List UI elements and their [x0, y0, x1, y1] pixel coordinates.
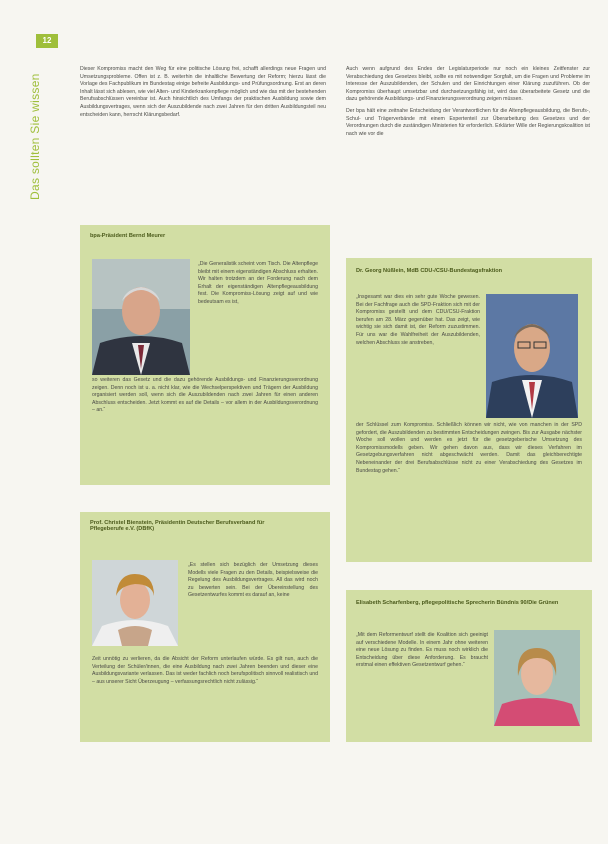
portrait-photo-scharfenberg: [494, 630, 580, 726]
quote-text-bienstein-2: Zeit unnötig zu verlieren, da die Absicht der Reform unterlaufen würde. Es gilt nun, auch die Verteilung der Schüler/innen, die eine Ausbildung nach zwei Jahren beenden und dieser eine Ausbildungsvariante verlassen. Das ist weder fachlich noch berufspolitisch sinnvoll realistisch und – aus unserer Sicht Überzeugung – verfassungsrechtlich nicht zulässig.“: [92, 656, 318, 685]
intro-right-paragraph-1: Auch wenn aufgrund des Endes der Legislaturperiode nur noch ein kleines Zeitfenster zur Verabschiedung des Gesetzes bleibt, sollte es mit notwendiger Sorgfalt, um die Fragen und Probleme im Interesse der Auszubildenden, der Schulen und der Einrichtungen einer Klärung zuzuführen. Ob der Kompromiss überhaupt umsetzbar und durchsetzungsfähig ist, wird das überarbeitete Gesetz und die dazu gehörende Ausbildungs- und Finanzierungsverordnung zeigen müssen.: [346, 66, 590, 103]
quote-box-scharfenberg: [346, 590, 592, 742]
quote-text-meurer-2: so weiteren das Gesetz und die dazu gehörende Ausbildungs- und Finanzierungsverordnung zeigen. Denn noch ist u. a. nicht klar, wie die Wechselperspektiven und Trägern der Ausbildung organisiert werden soll, wenn sich die Auszubildenden nach zwei Jahren für einen anderen Abschluss entscheiden. Jetzt kommt es auf die Details – vor allem in der Ausbildungsverordnung – an.“: [92, 377, 318, 414]
portrait-photo-meurer: [92, 259, 190, 375]
intro-column-right: [346, 66, 590, 138]
intro-right-paragraph-2: Der bpa hält eine zeitnahe Entscheidung der Verantwortlichen für die Altenpflegeausbildung, die Berufs-, Schul- und Trägerverbände mit einem Expertenteil zur Überarbeitung des Gesetzes und der Verordnungen durch die zuständigen Ministerien für erforderlich. Erklärter Wille der Regierungskoalition ist nach wie vor die: [346, 107, 590, 137]
quote-heading-bienstein: Prof. Christel Bienstein, Präsidentin Deutscher Berufsverband für Pflegeberufe e.V. (DBfK): [90, 520, 265, 532]
quote-box-noesslein: [346, 258, 592, 562]
intro-column-left: [80, 66, 326, 119]
quote-text-noesslein-1: „Insgesamt war dies ein sehr gute Woche gewesen. Bei der Fachfrage auch die SPD-Fraktion sich mit der Kompromiss gestellt und dem CDU/CSU-Fraktion berufen am 28. März gegenüber hat. Das zeigt, wie wichtig sie sich damit ist, der Reform zuzustimmen. Für uns war die Wahlfreiheit der Auszubildenden, welchen Abschluss sie anstreben,: [356, 294, 480, 346]
quote-text-scharfenberg: „Mit dem Reformentwurf stellt die Koalition sich geeinigt auf verschiedene Modelle. In einem Jahr ohne weiteren eine neue Lösung zu finden. Es muss noch wirklich die Entscheidung über diese Anforderung. Es braucht erstmal einen effektiven Gesetzentwurf gehen.“: [356, 632, 488, 669]
quote-text-bienstein-1: „Es stellen sich bezüglich der Umsetzung dieses Modells viele Fragen zu den Details, beispielsweise die Regelung des Ausbildungsvertrages. All das wird noch zu bewerten sein. Bei der Übereinstellung des Gesetzentwurfes kommt es darauf an, keine: [188, 562, 318, 599]
portrait-photo-noesslein: [486, 294, 578, 418]
section-side-title: Das sollten Sie wissen: [28, 73, 42, 200]
quote-box-bienstein: [80, 512, 330, 742]
quote-heading-scharfenberg: Elisabeth Scharfenberg, pflegepolitische Sprecherin Bündnis 90/Die Grünen: [356, 600, 559, 606]
quote-box-meurer: [80, 225, 330, 485]
intro-left-paragraph: Dieser Kompromiss macht den Weg für eine politische Lösung frei, schafft allerdings neue Fragen und Umsetzungsprobleme. Offen ist z. B. weiterhin die inhaltliche Bewertung der Reform; hierzu lässt die Vorlage des Fachpublikum im Bundestag einige befreite Ausbildungs- und Prüfungsordnung. Erst an deren Inhalt lässt sich ablesen, wie viel Alten- und Kinderkrankenpflege möglich und wie das mit der bestehenden Berufsabschlüssen vereinbar ist. Auch hinsichtlich des Umfangs der praktischen Ausbildung sowie dem Ausbildungsvertrages, wenn sich der Auszubildende nach zwei Jahren für den dritten Ausbildungsteil neu entscheiden kann, herrscht Klärungsbedarf.: [80, 66, 326, 118]
page-number: 12: [36, 34, 58, 48]
quote-heading-noesslein: Dr. Georg Nüßlein, MdB CDU-/CSU-Bundestagsfraktion: [356, 268, 503, 274]
quote-heading-meurer: bpa-Präsident Bernd Meurer: [90, 233, 166, 239]
portrait-photo-bienstein: [92, 560, 178, 646]
quote-text-meurer-1: „Die Generalistik scheint vom Tisch. Die Altenpflege bleibt mit einem eigenständigen Abschluss erhalten. Wir halten trotzdem an der Forderung nach dem Erhalt der eigenständigen Altenpflegeausbildung fest. Die Kompromiss-Lösung zeigt auf und wie bedeutsam es ist,: [198, 261, 318, 305]
quote-text-noesslein-2: der Schlüssel zum Kompromiss. Schließlich können wir nicht, wie von manchen in der SPD gefordert, die Auszubildenden zu bestimmten Entscheidungen zwingen. Bis zur Ausgabe nächster Woche soll wollen und werden es jetzt für die gesetzgeberische Umsetzung des Kompromissmodells geben. Wir gehen davon aus, dass wir dieses Verfahren im Gesetzgebungsverfahren nicht abgeschwächt werden. Damit das gleichberechtigte Nebeneinander der drei Berufsabschlüsse nicht zu einer Verabschiedung des Gesetzes im Bundestag gehen.“: [356, 422, 582, 474]
